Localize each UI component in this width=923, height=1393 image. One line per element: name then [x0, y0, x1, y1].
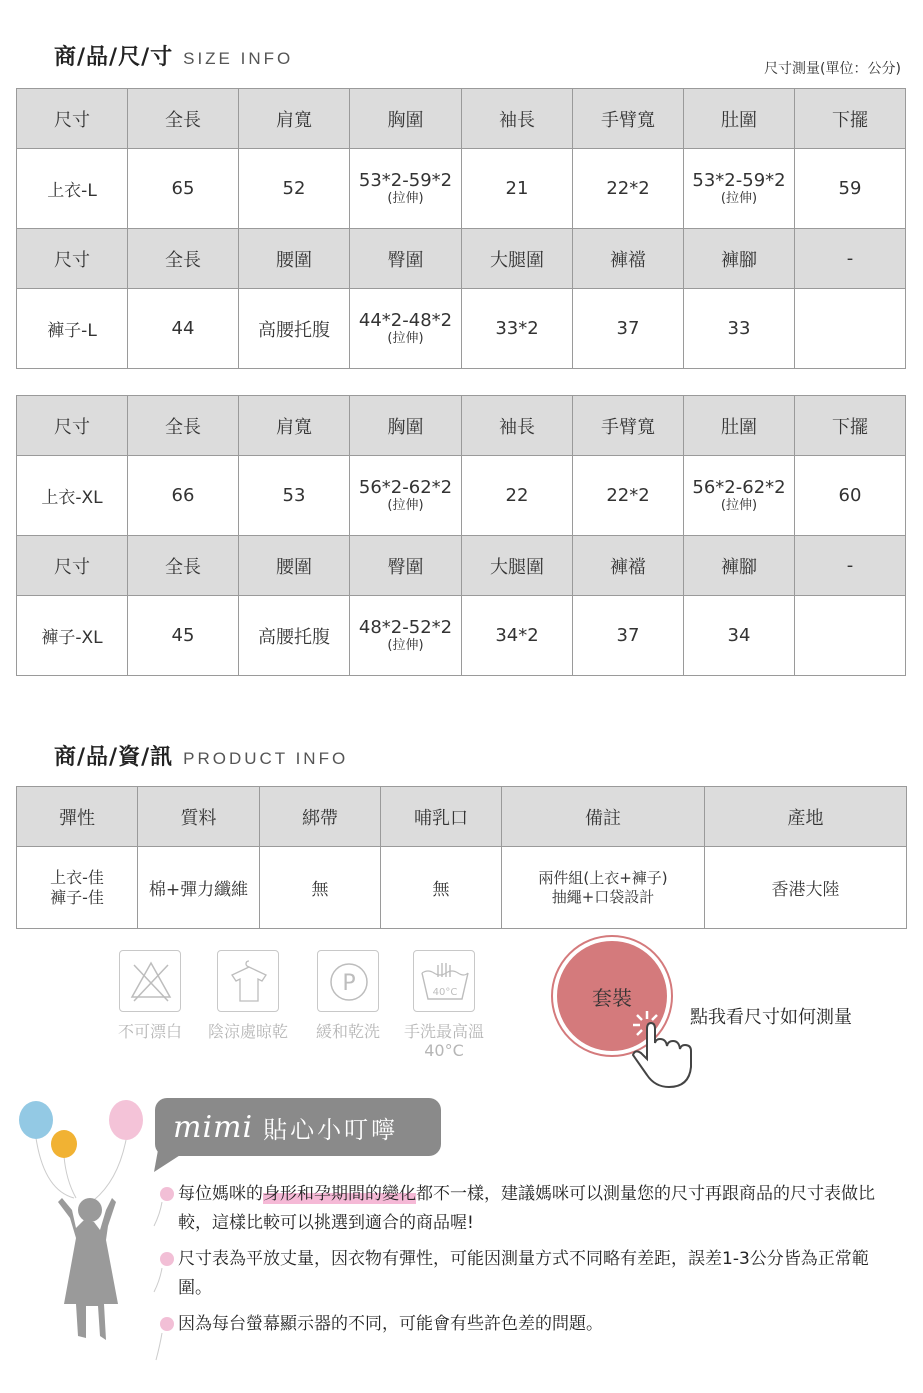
header-cell: 肩寬 — [239, 89, 350, 149]
header-cell: 袖長 — [462, 89, 573, 149]
data-cell: 上衣-XL — [17, 456, 128, 536]
elasticity-top: 上衣-佳 — [50, 867, 104, 887]
stretch-value — [350, 311, 461, 346]
dry-clean-icon — [317, 950, 379, 1012]
data-cell: 22 — [462, 456, 573, 536]
table-row — [17, 456, 906, 536]
data-cell — [795, 289, 906, 369]
header-cell: 褲襠 — [573, 536, 684, 596]
data-cell: 52 — [239, 149, 350, 229]
size-title-en: SIZE INFO — [183, 49, 294, 68]
header-cell: 袖長 — [462, 396, 573, 456]
stretch-value — [684, 171, 794, 206]
tip-stems-decor — [152, 1200, 166, 1370]
header-cell: 全長 — [128, 89, 239, 149]
measure-button-label: 套裝 — [592, 985, 632, 1010]
header-strap: 綁帶 — [260, 787, 381, 847]
header-cell: 褲腳 — [684, 536, 795, 596]
care-label-hand-wash — [404, 1022, 484, 1060]
header-cell: 肚圍 — [684, 396, 795, 456]
header-cell: 褲襠 — [573, 229, 684, 289]
header-cell: 下擺 — [795, 396, 906, 456]
data-cell: 53 — [239, 456, 350, 536]
tip-note-1 — [178, 1180, 893, 1238]
girl-balloons-illustration — [14, 1090, 154, 1380]
data-cell: 高腰托腹 — [239, 596, 350, 676]
no-bleach-icon — [119, 950, 181, 1012]
header-cell: 全長 — [128, 229, 239, 289]
header-cell: 臀圍 — [350, 229, 462, 289]
header-cell: 全長 — [128, 396, 239, 456]
data-cell — [795, 596, 906, 676]
measure-link[interactable]: 點我看尺寸如何測量 — [690, 1007, 852, 1028]
stretch-value — [350, 171, 461, 206]
header-cell: 尺寸 — [17, 229, 128, 289]
care-dry-clean — [316, 950, 380, 1041]
product-title-en: PRODUCT INFO — [183, 749, 349, 768]
data-cell: 66 — [128, 456, 239, 536]
care-label-shade-dry: 陰涼處晾乾 — [208, 1022, 289, 1041]
tip-note-1-pre: 每位媽咪的 — [178, 1184, 263, 1204]
header-cell: 腰圍 — [239, 536, 350, 596]
data-cell: 上衣-L — [17, 149, 128, 229]
size-table-1 — [16, 88, 906, 369]
blue-balloon-icon — [19, 1101, 53, 1139]
header-elasticity: 彈性 — [17, 787, 138, 847]
header-cell: - — [795, 229, 906, 289]
data-cell — [684, 149, 795, 229]
tip-dot-1 — [160, 1187, 174, 1201]
header-cell: 全長 — [128, 536, 239, 596]
data-cell — [350, 289, 462, 369]
data-cell: 59 — [795, 149, 906, 229]
remark-line-2: 抽繩+口袋設計 — [551, 887, 655, 906]
table-row — [17, 149, 906, 229]
unit-note: 尺寸測量(單位：公分) — [764, 61, 901, 77]
data-cell — [350, 149, 462, 229]
table-header-row — [17, 536, 906, 596]
care-no-bleach — [118, 950, 182, 1041]
stretch-note: (拉伸) — [387, 497, 424, 513]
strap-cell: 無 — [260, 847, 381, 929]
care-label-hand-wash-2: 40°C — [424, 1041, 464, 1061]
header-nursing: 哺乳口 — [381, 787, 502, 847]
data-cell: 60 — [795, 456, 906, 536]
data-cell — [684, 456, 795, 536]
stretch-value — [350, 478, 461, 513]
tips-bubble — [155, 1098, 441, 1156]
data-cell: 34*2 — [462, 596, 573, 676]
product-info-title — [54, 740, 348, 771]
shade-dry-icon — [217, 950, 279, 1012]
data-cell: 22*2 — [573, 149, 684, 229]
tip-note-3: 因為每台螢幕顯示器的不同，可能會有些許色差的問題。 — [178, 1314, 603, 1334]
header-cell: 尺寸 — [17, 89, 128, 149]
data-cell: 21 — [462, 149, 573, 229]
header-cell: 手臂寬 — [573, 89, 684, 149]
header-cell: - — [795, 536, 906, 596]
data-cell: 33 — [684, 289, 795, 369]
measure-value: 48*2-52*2 — [358, 616, 453, 638]
header-cell: 大腿圍 — [462, 536, 573, 596]
header-cell: 肚圍 — [684, 89, 795, 149]
tip-note-2: 尺寸表為平放丈量，因衣物有彈性，可能因測量方式不同略有差距，誤差1-3公分皆為正常範圍。 — [178, 1249, 869, 1298]
table-header-row — [17, 89, 906, 149]
elasticity-bottom: 褲子-佳 — [50, 887, 104, 907]
header-origin: 產地 — [705, 787, 907, 847]
remark-line-1: 兩件組(上衣+褲子) — [538, 868, 668, 887]
header-cell: 腰圍 — [239, 229, 350, 289]
header-cell: 大腿圍 — [462, 229, 573, 289]
product-info-table — [16, 786, 907, 929]
care-label-dry-clean: 緩和乾洗 — [316, 1022, 381, 1041]
table-row — [17, 596, 906, 676]
measure-value: 56*2-62*2 — [358, 476, 453, 498]
hand-wash-icon — [413, 950, 475, 1012]
stretch-value — [684, 478, 794, 513]
stretch-value — [350, 618, 461, 653]
size-table-2 — [16, 395, 906, 676]
bubble-tail-icon — [152, 1150, 192, 1174]
care-shade-dry — [208, 950, 288, 1041]
data-cell — [350, 596, 462, 676]
header-cell: 肩寬 — [239, 396, 350, 456]
header-cell: 胸圍 — [350, 396, 462, 456]
data-cell: 高腰托腹 — [239, 289, 350, 369]
remark-cell — [502, 847, 705, 929]
header-remark: 備註 — [502, 787, 705, 847]
header-cell: 胸圍 — [350, 89, 462, 149]
origin-cell: 香港大陸 — [705, 847, 907, 929]
header-cell: 手臂寬 — [573, 396, 684, 456]
data-cell: 33*2 — [462, 289, 573, 369]
measure-value: 53*2-59*2 — [692, 169, 786, 191]
table-header-row — [17, 396, 906, 456]
care-label-no-bleach: 不可漂白 — [118, 1022, 183, 1041]
size-info-title — [54, 40, 293, 71]
header-cell: 尺寸 — [17, 536, 128, 596]
data-cell: 44 — [128, 289, 239, 369]
stretch-note: (拉伸) — [720, 190, 758, 206]
data-cell: 37 — [573, 289, 684, 369]
pink-balloon-icon — [109, 1100, 143, 1140]
care-label-hand-wash-1: 手洗最高溫 — [404, 1022, 485, 1041]
nursing-cell: 無 — [381, 847, 502, 929]
elasticity-cell — [17, 847, 138, 929]
data-cell: 褲子-L — [17, 289, 128, 369]
header-cell: 下擺 — [795, 89, 906, 149]
yellow-balloon-icon — [51, 1130, 77, 1158]
tips-brand: mimi — [173, 1109, 254, 1145]
tip-note-1-post: 都不一樣，建議媽咪可以測量您的尺寸再跟商品的尺寸表做比較，這樣比較可以挑選到適合的商品喔! — [178, 1184, 875, 1233]
material-cell: 棉+彈力纖維 — [138, 847, 260, 929]
product-title-zh: 商/品/資/訊 — [54, 745, 174, 770]
stretch-note: (拉伸) — [720, 497, 758, 513]
hand-wash-temp: 40°C — [432, 987, 458, 998]
tips-title: 貼心小叮嚀 — [263, 1115, 399, 1144]
data-cell: 22*2 — [573, 456, 684, 536]
table-row — [17, 289, 906, 369]
data-cell: 45 — [128, 596, 239, 676]
tip-note-1-highlight: 身形和孕期間的變化 — [263, 1184, 416, 1204]
stretch-note: (拉伸) — [387, 637, 424, 653]
stretch-note: (拉伸) — [387, 190, 424, 206]
table-header-row — [17, 229, 906, 289]
data-cell: 褲子-XL — [17, 596, 128, 676]
header-cell: 尺寸 — [17, 396, 128, 456]
stretch-note: (拉伸) — [387, 330, 424, 346]
care-hand-wash — [404, 950, 484, 1060]
header-cell: 褲腳 — [684, 229, 795, 289]
data-cell: 34 — [684, 596, 795, 676]
measure-value: 56*2-62*2 — [692, 476, 786, 498]
measure-value: 44*2-48*2 — [358, 309, 453, 331]
header-cell: 臀圍 — [350, 536, 462, 596]
header-material: 質料 — [138, 787, 260, 847]
dry-clean-glyph: P — [342, 971, 356, 996]
data-cell: 37 — [573, 596, 684, 676]
data-cell: 65 — [128, 149, 239, 229]
data-cell — [350, 456, 462, 536]
size-title-zh: 商/品/尺/寸 — [54, 45, 174, 70]
measure-value: 53*2-59*2 — [358, 169, 453, 191]
